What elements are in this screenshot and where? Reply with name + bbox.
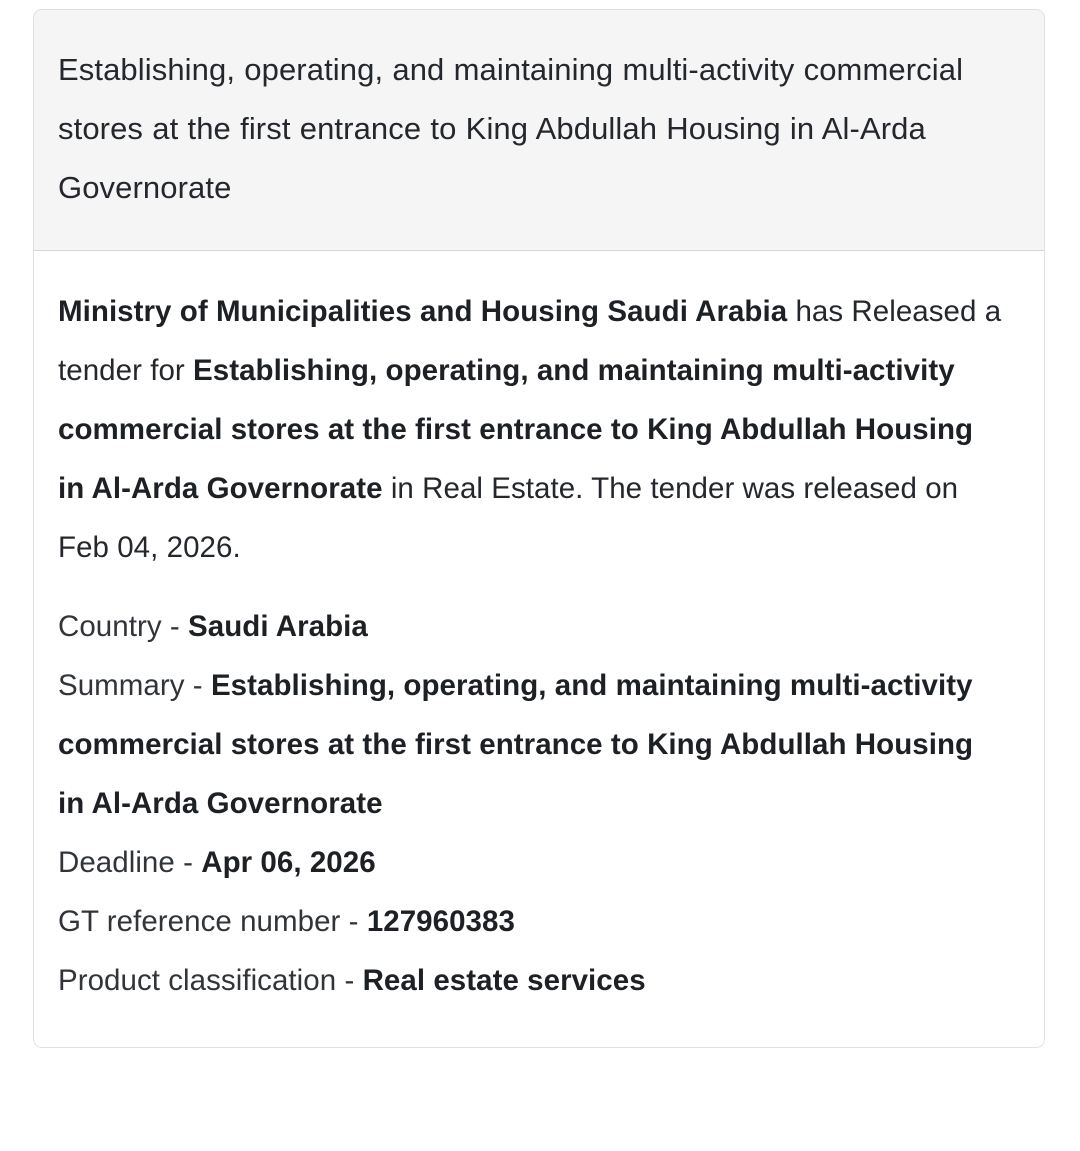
field-label-product-classification: Product classification [58, 964, 337, 997]
field-label-gt-reference-number: GT reference number [58, 905, 341, 938]
field-separator: - [161, 610, 189, 643]
lede-connector-one: has Released a tender for [58, 295, 1002, 387]
tender-name-inline: Establishing, operating, and maintaining multi-activity commercial stores at the first entrance to King Abdullah Housing in Al-Arda Governorate [58, 354, 974, 505]
field-label-country: Country [58, 610, 162, 643]
field-row-country [58, 597, 1004, 656]
card-body [34, 251, 1044, 1047]
issuer-name: Ministry of Municipalities and Housing Saudi Arabia [58, 295, 788, 328]
tender-detail-card [33, 9, 1045, 1048]
field-row-product-classification [58, 951, 1004, 1010]
tender-field-list [58, 597, 1004, 1010]
page-title: Establishing, operating, and maintaining multi-activity commercial stores at the first entrance to King Abdullah Housing in Al-Arda Governorate [58, 52, 964, 205]
card-header [34, 10, 1044, 251]
field-separator: - [336, 964, 363, 997]
field-value-deadline: Apr 06, 2026 [201, 846, 376, 879]
field-row-summary [58, 656, 1004, 833]
field-label-deadline: Deadline [58, 846, 175, 879]
field-value-gt-reference-number: 127960383 [366, 905, 515, 938]
field-row-deadline [58, 833, 1004, 892]
field-label-summary: Summary [58, 669, 185, 702]
field-value-summary: Establishing, operating, and maintaining multi-activity commercial stores at the first entrance to King Abdullah Housing in Al-Arda Governorate [58, 669, 974, 820]
field-row-gt-reference-number [58, 892, 1004, 951]
field-separator: - [174, 846, 202, 879]
tender-summary-paragraph [58, 282, 1004, 577]
field-value-country: Saudi Arabia [188, 610, 368, 643]
lede-connector-two: in Real Estate. The tender was released on Feb 04, 2026. [58, 472, 959, 564]
field-value-product-classification: Real estate services [362, 964, 646, 997]
field-separator: - [340, 905, 367, 938]
field-separator: - [184, 669, 211, 702]
